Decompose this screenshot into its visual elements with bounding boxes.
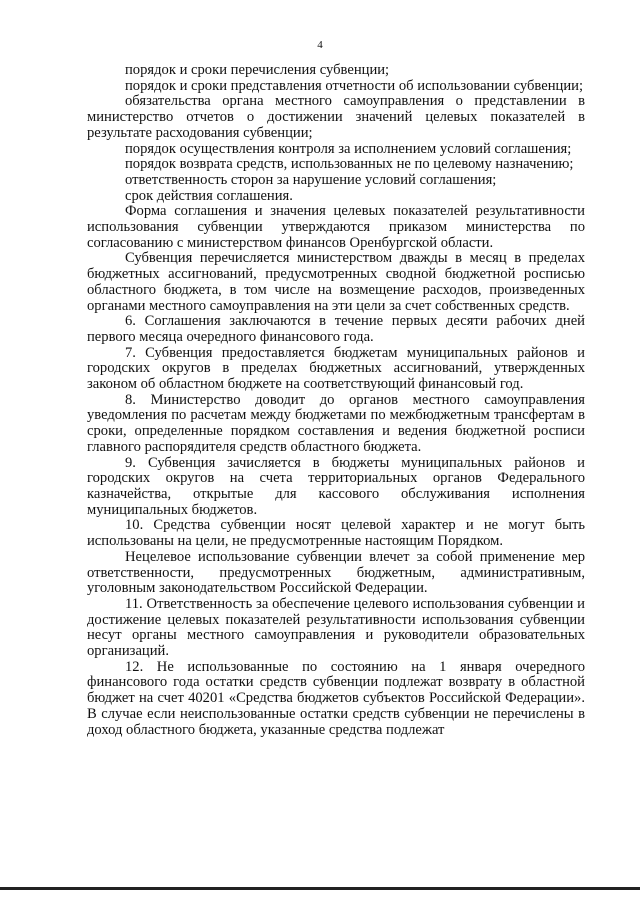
paragraph: 7. Субвенция предоставляется бюджетам муниципальных районов и городских округов в пределах бюджетных ассигнований, утвержденных законом об областном бюджете на соответствующий финансовый год. — [87, 344, 585, 393]
paragraph: порядок осуществления контроля за исполнением условий соглашения; — [125, 140, 572, 157]
paragraph: ответственность сторон за нарушение условий соглашения; — [125, 171, 497, 188]
paragraph: Форма соглашения и значения целевых показателей результативности использования субвенции утверждаются приказом министерства по согласованию с министерством финансов Оренбургской области. — [87, 203, 585, 251]
page-number: 4 — [317, 39, 323, 51]
paragraph: 9. Субвенция зачисляется в бюджеты муниципальных районов и городских округов на счета территориальных органов Федерального казначейства, открытые для кассового обслуживания исполнения муниципальных бюджетов. — [87, 454, 585, 518]
document-body — [87, 63, 585, 738]
paragraph: 12. Не использованные по состоянию на 1 января очередного финансового года остатки средств субвенции подлежат возврату в областной бюджет на счет 40201 «Средства бюджетов субъектов Российской Федерации». В случае если неиспользованные остатки средств субвенции не перечислены в доход областного бюджета, указанные средства подлежат — [87, 658, 585, 738]
paragraph: 11. Ответственность за обеспечение целевого использования субвенции и достижение целевых показателей результативности использования субвенции несут органы местного самоуправления и руководители образовательных организаций. — [87, 595, 585, 660]
bottom-scan-edge — [0, 887, 640, 890]
paragraph: Субвенция перечисляется министерством дважды в месяц в пределах бюджетных ассигнований, предусмотренных сводной бюджетной росписью областного бюджета, в том числе на возмещение расходов, произведенных органами местного самоуправления на эти цели за счет собственных средств. — [87, 250, 585, 314]
paragraph: обязательства органа местного самоуправления о представлении в министерство отчетов о достижении значений целевых показателей в результате расходования субвенции; — [87, 93, 585, 141]
paragraph: 8. Министерство доводит до органов местного самоуправления уведомления по расчетам между бюджетами по межбюджетным трансфертам в сроки, определенные порядком составления и ведения бюджетной росписи главного распорядителя средств областного бюджета. — [87, 391, 585, 455]
paragraph: срок действия соглашения. — [125, 187, 293, 204]
paragraph: порядок и сроки представления отчетности об использовании субвенции; — [125, 77, 584, 94]
paragraph: порядок возврата средств, использованных не по целевому назначению; — [125, 156, 574, 173]
paragraph: 10. Средства субвенции носят целевой характер и не могут быть использованы на цели, не предусмотренные настоящим Порядком. — [87, 517, 585, 550]
paragraph: Нецелевое использование субвенции влечет за собой применение мер ответственности, предусмотренных бюджетным, административным, уголовным законодательством Российской Федерации. — [87, 548, 585, 597]
paragraph: порядок и сроки перечисления субвенции; — [125, 62, 390, 78]
paragraph: 6. Соглашения заключаются в течение первых десяти рабочих дней первого месяца очередного финансового года. — [87, 313, 585, 345]
